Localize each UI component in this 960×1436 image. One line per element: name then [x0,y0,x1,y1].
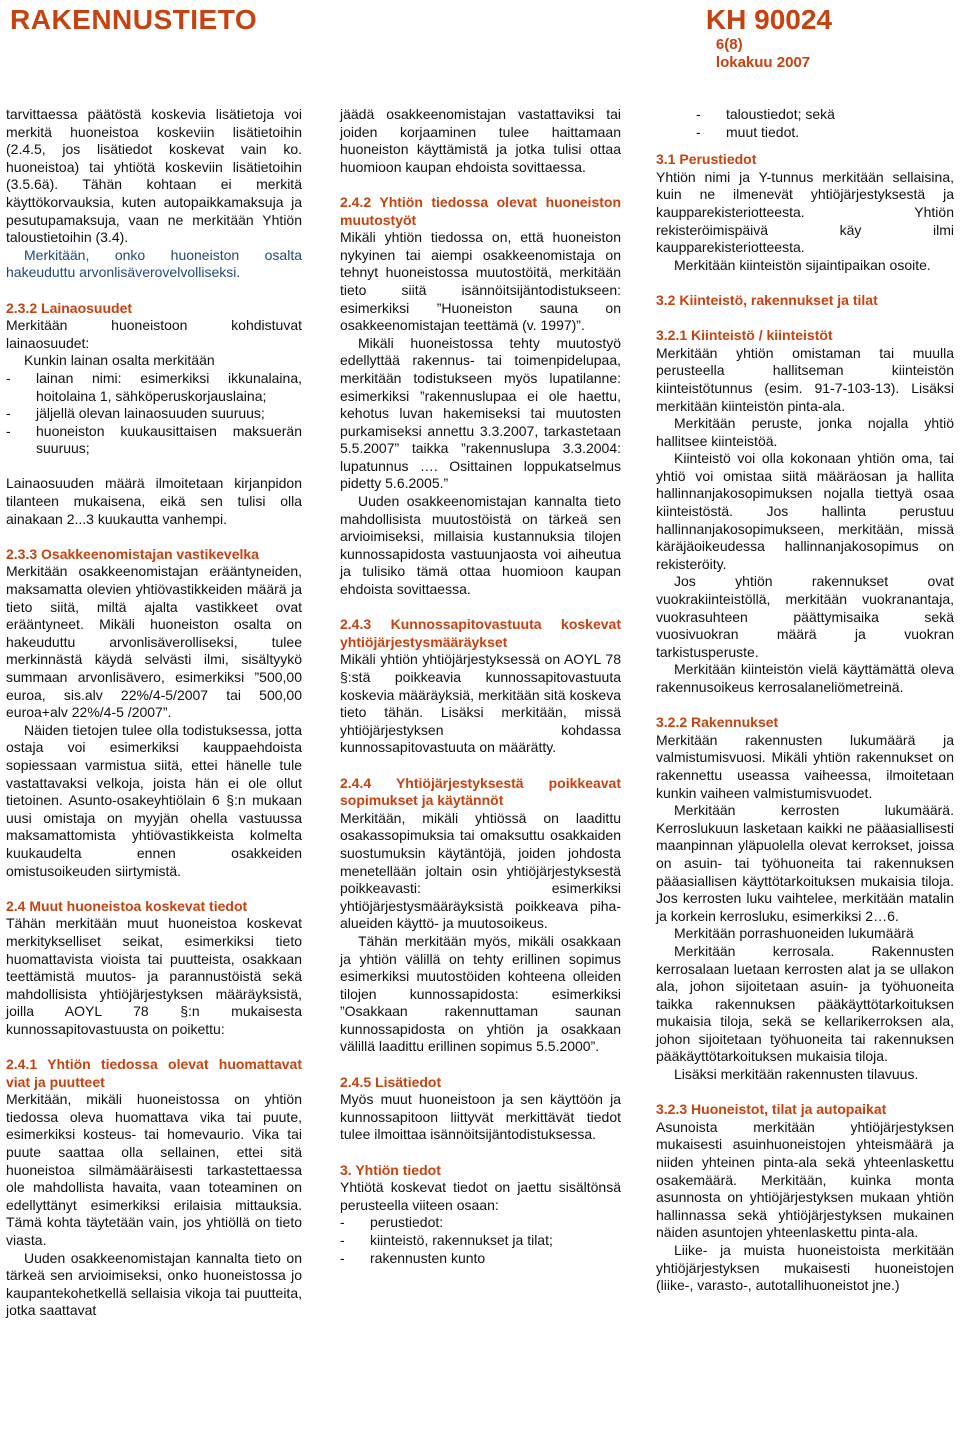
list-item: - perustiedot: [340,1214,444,1231]
paragraph: Mikäli huoneistossa tehty muutostyö edellyttää rakennus- tai toimenpidelupaa, merkitään todistukseen myös lupatilanne: esimerkiksi ”rakennuslupaa ei ole haettu, kehotus luvan hakemiseksi tai muutosten purkamiseksi annettu 3.3.2007, tarkastetaan 5.5.2007” taikka ”rakennuslupa 3.3.2004: lupatunnus …. Osittainen loppukatselmus pidetty 5.6.2005.” [340,334,621,492]
paragraph: Mikäli yhtiön tiedossa on, että huoneiston nykyinen tai aiempi osakkeenomistaja on tehnyt huoneistossa muutostöitä, merkitään tieto siitä isännöitsijäntodistukseen: esimerkiksi ”Huoneiston sauna on osakkeenomistajan teettämä (v. 1997)”. [340,229,621,334]
list-item: - taloustiedot; sekä [696,106,835,122]
list-item: - jäljellä olevan lainaosuuden suuruus; [6,405,265,422]
publication-title: RAKENNUSTIETO [10,4,258,35]
paragraph: Yhtiön nimi ja Y-tunnus merkitään sellaisina, kuin ne ilmenevät yhtiöjärjestyksestä ja kaupparekisteriotteesta. Yhtiön rekisteröimispäivä käy ilmi kaupparekisteriotteesta. [656,168,954,256]
document-date: lokakuu 2007 [715,54,811,71]
heading-2-4-4: 2.4.4 Yhtiöjärjestyksestä poikkeavat sopimukset ja käytännöt [340,774,621,809]
paragraph: Merkitään rakennusten lukumäärä ja valmistumisvuosi. Mikäli yhtiön rakennukset on rakennettu useassa vaiheessa, ilmoitetaan kunkin vaiheen valmistumisvuodet. [656,731,954,801]
list-item: - muut tiedot. [696,123,800,140]
paragraph: Merkitään kiinteistön sijaintipaikan osoite. [674,256,931,273]
paragraph: Merkitään porrashuoneiden lukumäärä [674,925,914,942]
paragraph: Liike- ja muista huoneistoista merkitään yhtiöjärjestyksen mukaisesti huoneistojen (liike-, varasto-, autotallihuoneistot jne.) [656,1242,954,1294]
heading-3-2-1: 3.2.1 Kiinteistö / kiinteistöt [656,327,833,344]
paragraph: Merkitään osakkeenomistajan erääntyneiden, maksamatta olevien yhtiövastikkeiden määrä ja tieto siitä, miltä ajalta vastikkeet ovat erääntyneet. Mikäli huoneiston osalta on hakeuduttu arvonlisäverolliseksi, tulee merkinnästä käydä selvästi ilmi, sisältyykö summaan arvonlisävero, esimerkiksi ”500,00 euroa, sis.alv 22%/4-5/2007 tai 500,00 euroa+alv 22%/4-5 /2007”. [6,563,302,721]
heading-2-3-2: 2.3.2 Lainaosuudet [6,299,133,316]
column-1 [6,106,302,1320]
heading-3-2-3: 3.2.3 Huoneistot, tilat ja autopaikat [656,1101,887,1118]
paragraph: Merkitään kerrosten lukumäärä. Kerroslukuun lasketaan kaikki ne pääasiallisesti maanpinnan yläpuolella olevat kerrokset, joissa on asuin- tai työhuoneita tai rakennuksen pääasiallisen käyttötarkoituksen mukaisia tiloja. Jos kerrosten luku vaihtelee, merkitään matalin ja korkein kerrosluku, esimerkiksi 2…6. [656,802,954,924]
paragraph: tarvittaessa päätöstä koskevia lisätietoja voi merkitä huoneistoa koskeviin lisätietoihin (2.4.5, jos lisätiedot koskevat vain ko. huoneistoa) tai yhtiötä koskeviin lisätietoihin (3.5.6ä). Tähän kohtaan ei merkitä käyttökorvauksia, kuten autopaikkamaksuja ja pesutupamaksuja, vaan ne merkitään Yhtiön taloustietoihin (3.4). [6,106,302,246]
heading-3-2: 3.2 Kiinteistö, rakennukset ja tilat [656,291,878,308]
paragraph: Tähän merkitään myös, mikäli osakkaan ja yhtiön välillä on tehty erillinen sopimus esimerkiksi muutostöiden kohteena olleiden tilojen kunnossapidosta: esimerkiksi ”Osakkaan rakennuttaman saunan kunnossapidosta on yhtiön ja osakkaan välillä laadittu erillinen sopimus 5.5.2000”. [340,932,621,1055]
column-3 [656,106,954,1295]
paragraph: Kiinteistö voi olla kokonaan yhtiön oma, tai yhtiö voi omistaa siitä määräosan ja hallita hallinnanjakosopimuksen nojalla tiettyä osaa kiinteistöstä. Jos hallinta perustuu hallinnanjakosopimukseen, merkitään, missä käräjäoikeudessa hallinnanjakosopimus on rekisteröity. [656,450,954,572]
heading-2-4-3: 2.4.3 Kunnossapitovastuuta koskevat yhtiöjärjestysmääräykset [340,616,621,650]
list-item: - rakennusten kunto [340,1249,486,1266]
heading-2-4-2: 2.4.2 Yhtiön tiedossa olevat huoneiston muutostyöt [340,193,621,228]
heading-2-4: 2.4 Muut huoneistoa koskevat tiedot [6,897,248,914]
paragraph: Lisäksi merkitään rakennusten tilavuus. [674,1066,919,1083]
paragraph: Myös muut huoneistoon ja sen käyttöön ja kunnossapitoon liittyvät merkittävät tiedot tulee ilmoittaa isännöitsijäntodistuksessa. [340,1091,621,1143]
list-item: - huoneiston kuukausittaisen maksuerän suuruus; [6,422,302,457]
paragraph: Uuden osakkeenomistajan kannalta tieto mahdollisista muutostöistä on tärkeä sen arvioimiseksi, millaisia kustannuksia tilojen kunnossapidosta vastuunjaosta voi aiheutua ja tulisiko tämä ottaa huomioon kaupan ehdoista sovittaessa. [340,493,621,598]
document-header [706,4,832,72]
document-code: KH 90024 [705,4,832,35]
paragraph: Yhtiötä koskevat tiedot on jaettu sisältönsä perusteella viiteen osaan: [340,1179,621,1213]
heading-3-2-2: 3.2.2 Rakennukset [656,714,779,731]
heading-2-4-1: 2.4.1 Yhtiön tiedossa olevat huomattavat viat ja puutteet [6,1056,302,1090]
heading-2-4-5: 2.4.5 Lisätiedot [340,1073,442,1090]
paragraph: Tähän merkitään muut huoneistoa koskevat merkitykselliset seikat, esimerkiksi tieto huomattavista vioista tai puutteista, osakkaan teettämistä muutos- ja parannustöistä sekä mahdollisista yhtiöjärjestyksen määräyksistä, joilla AOYL 78 §:n mukaisesta kunnossapitovastuusta on poikettu: [6,915,302,1037]
paragraph: Jos yhtiön rakennukset ovat vuokrakiinteistöllä, merkitään vuokranantaja, vuokrasuhteen päättymisaika sekä vuosivuokran määrä ja vuokran tarkistusperuste. [656,573,954,660]
vat-note: Merkitään, onko huoneiston osalta hakeuduttu arvonlisäverovelvolliseksi. [6,246,302,281]
paragraph: Mikäli yhtiön yhtiöjärjestyksessä on AOYL 78 §:stä poikkeavia kunnossapitovastuuta koskevia määräyksiä, merkitään sitä koskeva tieto tähän. Lisäksi merkitään, missä yhtiöjärjestyksen kohdassa kunnossapitovastuuta on määrätty. [340,651,621,756]
paragraph: Merkitään, mikäli huoneistossa on yhtiön tiedossa oleva huomattava vika tai puute, esimerkiksi kosteus- tai homevaurio. Vika tai puute saattaa olla sellainen, ettei sitä huoneistoa silmämääräisesti tarkastettaessa ole mahdollista havaita, vaan toteaminen on edellyttänyt esimerkiksi erilaisia mittauksia. Tämä kohta täytetään vain, jos yhtiöllä on tieto viasta. [6,1091,302,1248]
paragraph: Asunoista merkitään yhtiöjärjestyksen mukaisesti asuinhuoneistojen yhteismäärä ja niiden yhteinen pinta-ala sekä yhteenlaskettu osakemäärä. Merkitään, kuinka monta asunnosta on yhtiöjärjestyksen mukaan yhtiön hallinnassa sekä yhtiöjärjestyksen mukainen näiden asuntojen yhteenlaskettu pinta-ala. [656,1118,954,1241]
list-item: - lainan nimi: esimerkiksi ikkunalaina, hoitolaina 1, sähköperuskorjauslaina; [6,369,302,404]
paragraph: Näiden tietojen tulee olla todistuksessa, jotta ostaja voi esimerkiksi kauppaehdoista sopiessaan varmistua siitä, ettei hänelle tule vastattavaksi velkoja, joista hän ei ole ollut tietoinen. Asunto-osakeyhtiölain 6 §:n mukaan uusi omistaja on myyjän ohella vastuussa maksamattomista yhtiövastikkeista kolmelta kuukaudelta ennen osakkeiden omistusoikeuden siirtymistä. [6,721,302,879]
paragraph: Kunkin lainan osalta merkitään [24,352,215,369]
paragraph: Merkitään, mikäli yhtiössä on laadittu osakassopimuksia tai omaksuttu osakkaiden suostumuksin käytäntöjä, joiden johdosta menetellään joltain osin yhtiöjärjestyksestä poikkeavasti: esimerkiksi yhtiöjärjestysmääräyksistä poikkeava piha-alueiden käyttö- ja muutosoikeus. [340,809,621,932]
column-2 [340,106,621,1267]
paragraph: Merkitään kerrosala. Rakennusten kerrosalaan luetaan kerrosten alat ja se ullakon ala, johon sijoitetaan asuin- ja työhuoneita taikka rakennuksen pääkäyttötarkoituksen mukaisia tiloja, sekä se kellarikerroksen ala, johon sijoitetaan työhuoneita tai rakennuksen pääkäyttötarkoituksen mukaisia tiloja. [656,942,954,1065]
paragraph: Merkitään kiinteistön vielä käyttämättä oleva rakennusoikeus kerrosalaneliömetreinä. [656,661,954,695]
list-item: - kiinteistö, rakennukset ja tilat; [340,1232,553,1248]
paragraph: Uuden osakkeenomistajan kannalta tieto on tärkeä sen arvioimiseksi, onko huoneistossa jo kaupantekohetkellä sellaisia vikoja tai puutteita, jotka saattavat [6,1249,302,1319]
paragraph: Merkitään huoneistoon kohdistuvat lainaosuudet: [6,317,302,351]
heading-3-1: 3.1 Perustiedot [656,151,757,168]
paragraph: Merkitään peruste, jonka nojalla yhtiö hallitsee kiinteistöä. [656,415,954,449]
heading-3: 3. Yhtiön tiedot [340,1161,441,1178]
paragraph: jäädä osakkeenomistajan vastattaviksi tai joiden korjaaminen tulee haittamaan huoneiston käyttämistä ja jotka tulisi ottaa huomioon kaupan ehdoista sovittaessa. [340,106,621,175]
heading-2-3-3: 2.3.3 Osakkeenomistajan vastikevelka [6,545,259,562]
paragraph: Lainaosuuden määrä ilmoitetaan kirjanpidon tilanteen mukaisena, eikä sen tulisi olla ainakaan 2...3 kuukautta vanhempi. [6,475,302,527]
paragraph: Merkitään yhtiön omistaman tai muulla perusteella hallitseman kiinteistön kiinteistötunnus (esim. 91-7-103-13). Lisäksi merkitään kiinteistön pinta-ala. [656,344,954,414]
page-number: 6(8) [715,36,743,53]
